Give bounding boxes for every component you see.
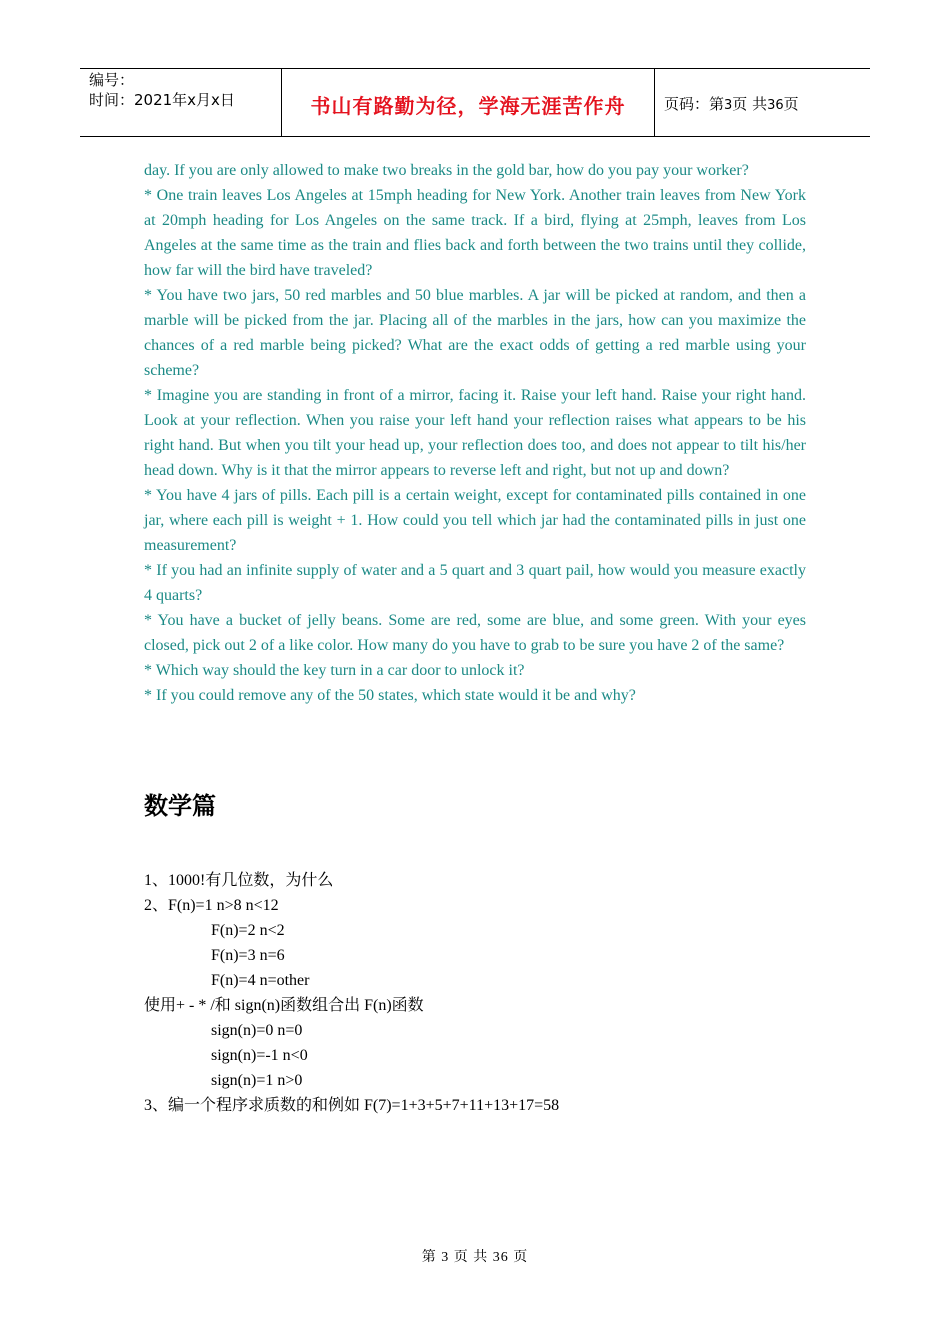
header-slogan: 书山有路勤为径，学海无涯苦作舟 (310, 94, 626, 118)
page-footer: 第 3 页 共 36 页 (421, 1250, 529, 1265)
math-formula-line: sign(n)=0 n=0 (211, 1022, 303, 1039)
page-label-prefix: 页码：第 (664, 95, 725, 113)
math-formula-line: F(n)=4 n=other (211, 972, 310, 989)
puzzle-paragraph: * Which way should the key turn in a car door to unlock it? (144, 662, 525, 679)
header-top-rule (80, 68, 870, 69)
math-formula-line: F(n)=3 n=6 (211, 947, 285, 964)
puzzle-paragraph: * One train leaves Los Angeles at 15mph heading for New York. Another train leaves from New York at 20mph heading for Los Angeles on the same track. If a bird, flying at 25mph, leaves from Los Angeles at the same time as the train and flies back and forth between the two trains until they collide, how far will the bird have traveled? (144, 187, 806, 279)
header-divider-right (654, 69, 655, 136)
math-formula-line: sign(n)=1 n>0 (211, 1072, 303, 1089)
math-question-3: 3、编一个程序求质数的和例如 F(7)=1+3+5+7+11+13+17=58 (144, 1097, 560, 1114)
puzzle-paragraph: day. If you are only allowed to make two breaks in the gold bar, how do you pay your worker? (144, 162, 749, 179)
math-formula-line: F(n)=2 n<2 (211, 922, 285, 939)
math-formula-line: sign(n)=-1 n<0 (211, 1047, 308, 1064)
header-left-cell (89, 70, 235, 110)
puzzle-paragraph: * If you could remove any of the 50 states, which state would it be and why? (144, 687, 636, 704)
page-label-mid: 页 共 (732, 95, 768, 113)
puzzle-list (144, 158, 806, 708)
page-current: 3 (724, 98, 733, 113)
section-title: 数学篇 (144, 792, 216, 820)
page-label-suffix: 页 (783, 95, 799, 113)
header-page-indicator (664, 93, 799, 114)
serial-label: 编号： (89, 71, 135, 89)
puzzle-paragraph: * You have 4 jars of pills. Each pill is a certain weight, except for contaminated pills contained in one jar, where each pill is weight + 1. How could you tell which jar had the contaminated pills in just one measurement? (144, 487, 806, 554)
math-question-1: 1、1000!有几位数，为什么 (144, 872, 334, 889)
puzzle-paragraph: * If you had an infinite supply of water and a 5 quart and 3 quart pail, how would you measure exactly 4 quarts? (144, 562, 806, 604)
math-instruction-line: 使用+ - * /和 sign(n)函数组合出 F(n)函数 (144, 997, 424, 1014)
puzzle-paragraph: * You have two jars, 50 red marbles and 50 blue marbles. A jar will be picked at random, and then a marble will be picked from the jar. Placing all of the marbles in the jars, how can you maximize the chances of a red marble being picked? What are the exact odds of getting a red marble using your scheme? (144, 287, 806, 379)
math-question-2: 2、F(n)=1 n>8 n<12 (144, 897, 279, 914)
puzzle-paragraph: * You have a bucket of jelly beans. Some are red, some are blue, and some green. With your eyes closed, pick out 2 of a like color. How many do you have to grab to be sure you have 2 of the same? (144, 612, 806, 654)
page-total: 36 (767, 98, 784, 113)
date-text: 时间：2021年x月x日 (89, 91, 235, 109)
puzzle-paragraph: * Imagine you are standing in front of a mirror, facing it. Raise your left hand. Raise your right hand. Look at your reflection. When you raise your left hand your reflection raises what appears to be his right hand. But when you tilt your head up, your reflection does too, and does not appear to tilt his/her head down. Why is it that the mirror appears to reverse left and right, but not up and down? (144, 387, 806, 479)
math-questions (144, 868, 559, 1118)
header-bottom-rule (80, 136, 870, 137)
